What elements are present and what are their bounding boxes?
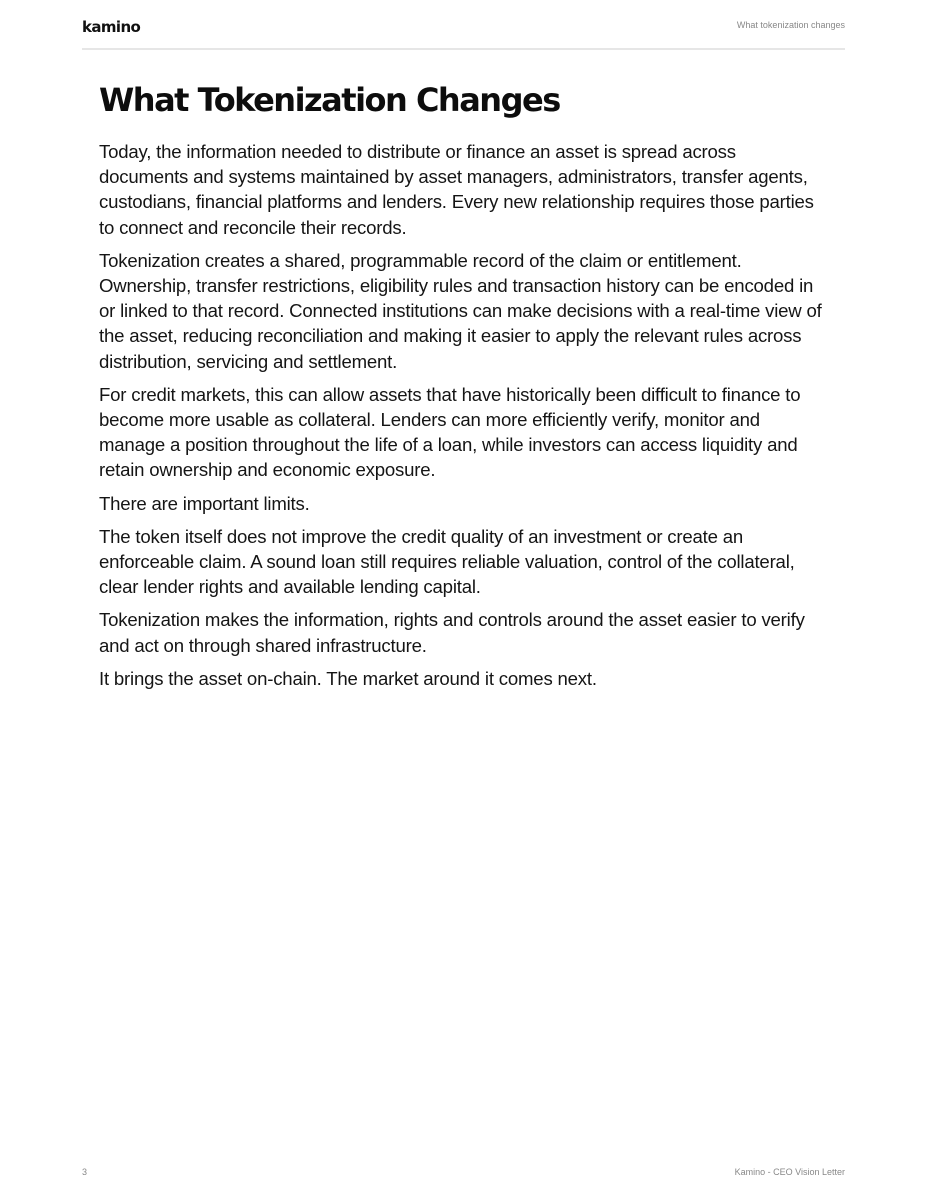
paragraph: It brings the asset on-chain. The market around it comes next. [99,667,597,689]
paragraph: Today, the information needed to distribute or finance an asset is spread across documents and systems maintained by asset managers, administrators, transfer agents, custodians, financial platforms and lenders. Every new relationship requires those parties to connect and reconcile their records. [99,141,814,238]
paragraph: The token itself does not improve the credit quality of an investment or create an enforceable claim. A sound loan still requires reliable valuation, control of the collateral, clear lender rights and available lending capital. [99,525,795,598]
kamino-logo: kamino [82,18,141,36]
page-header [82,0,845,50]
page-title: What Tokenization Changes [99,81,560,119]
paragraph: Tokenization creates a shared, programmable record of the claim or entitlement. Ownership, transfer restrictions, eligibility rules and transaction history can be encoded in or linked to that record. Connected institutions can make decisions with a real-time view of the asset, reducing reconciliation and making it easier to apply the relevant rules across distribution, servicing and settlement. [99,249,822,372]
page-number: 3 [82,1167,88,1177]
body-text [99,139,829,699]
paragraph: For credit markets, this can allow assets that have historically been difficult to finance to become more usable as collateral. Lenders can more efficiently verify, monitor and manage a position throughout the life of a loan, while investors can access liquidity and retain ownership and economic exposure. [99,383,801,481]
running-title: What tokenization changes [736,20,845,30]
paragraph: There are important limits. [99,492,310,514]
paragraph: Tokenization makes the information, rights and controls around the asset easier to verify and act on through shared infrastructure. [99,609,805,656]
document-label: Kamino - CEO Vision Letter [734,1167,845,1177]
